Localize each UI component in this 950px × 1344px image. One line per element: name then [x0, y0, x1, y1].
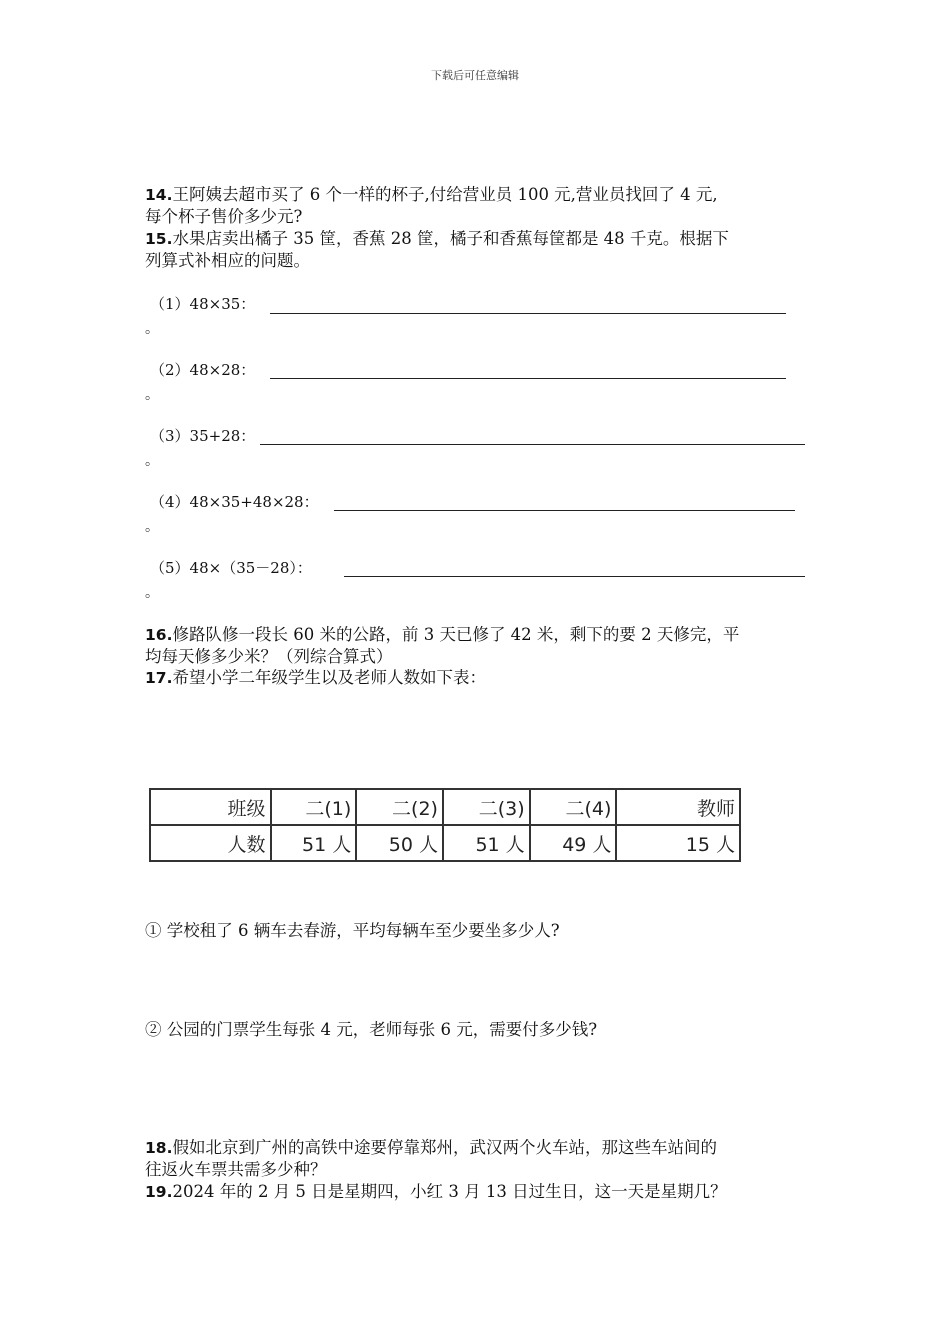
answer-line[interactable]	[270, 378, 786, 379]
table-cell: 二(4)	[530, 789, 617, 825]
question-17	[145, 667, 815, 689]
period-mark: 。	[145, 453, 159, 469]
question-14	[145, 184, 815, 227]
sub-question-5: （5）48×（35－28）：	[150, 559, 312, 577]
question-text: 修路队修一段长 60 米的公路，前 3 天已修了 42 米，剩下的要 2 天修完，平	[172, 625, 740, 644]
question-number: 16.	[145, 626, 173, 644]
table-cell: 15 人	[616, 825, 740, 861]
period-mark: 。	[145, 585, 159, 601]
question-text: 2024 年的 2 月 5 日是星期四，小红 3 月 13 日过生日，这一天是星期几？	[172, 1182, 727, 1201]
sub-question-1: （1）48×35：	[150, 295, 256, 313]
table-cell: 教师	[616, 789, 740, 825]
table-row	[150, 825, 740, 861]
question-text: 均每天修多少米？（列综合算式）	[145, 647, 393, 666]
question-19	[145, 1181, 815, 1203]
question-number: 15.	[145, 230, 173, 248]
period-mark: 。	[145, 321, 159, 337]
sub-question-ticket: ② 公园的门票学生每张 4 元，老师每张 6 元，需要付多少钱?	[145, 1020, 598, 1039]
question-text: 假如北京到广州的高铁中途要停靠郑州，武汉两个火车站，那这些车站间的	[172, 1138, 717, 1157]
question-text: 每个杯子售价多少元?	[145, 207, 303, 226]
answer-line[interactable]	[270, 313, 786, 314]
table-cell: 班级	[150, 789, 271, 825]
answer-line[interactable]	[334, 510, 795, 511]
sub-question-2: （2）48×28：	[150, 361, 256, 379]
sub-question-bus: ① 学校租了 6 辆车去春游，平均每辆车至少要坐多少人?	[145, 921, 560, 940]
period-mark: 。	[145, 519, 159, 535]
table-cell: 51 人	[271, 825, 357, 861]
table-cell: 50 人	[356, 825, 443, 861]
question-number: 19.	[145, 1183, 173, 1201]
question-number: 14.	[145, 186, 173, 204]
student-count-table	[149, 788, 741, 862]
answer-line[interactable]	[344, 576, 805, 577]
question-text: 水果店卖出橘子 35 筐，香蕉 28 筐，橘子和香蕉每筐都是 48 千克。根据下	[172, 229, 729, 248]
sub-question-4: （4）48×35+48×28：	[150, 493, 319, 511]
sub-question-3: （3）35+28：	[150, 427, 256, 445]
question-text: 往返火车票共需多少种？	[145, 1160, 327, 1179]
table-cell: 人数	[150, 825, 271, 861]
table-cell: 二(1)	[271, 789, 357, 825]
question-text: 王阿姨去超市买了 6 个一样的杯子,付给营业员 100 元,营业员找回了 4 元,	[172, 185, 718, 204]
table-header-row	[150, 789, 740, 825]
question-text: 希望小学二年级学生以及老师人数如下表：	[172, 668, 486, 687]
question-16	[145, 624, 815, 667]
question-number: 18.	[145, 1139, 173, 1157]
period-mark: 。	[145, 387, 159, 403]
table-cell: 51 人	[443, 825, 530, 861]
question-18	[145, 1137, 815, 1180]
question-text: 列算式补相应的问题。	[145, 251, 310, 270]
table-cell: 49 人	[530, 825, 617, 861]
answer-line[interactable]	[260, 444, 805, 445]
table-cell: 二(2)	[356, 789, 443, 825]
page-header: 下载后可任意编辑	[431, 69, 519, 82]
table-cell: 二(3)	[443, 789, 530, 825]
question-number: 17.	[145, 669, 173, 687]
question-15	[145, 228, 815, 271]
